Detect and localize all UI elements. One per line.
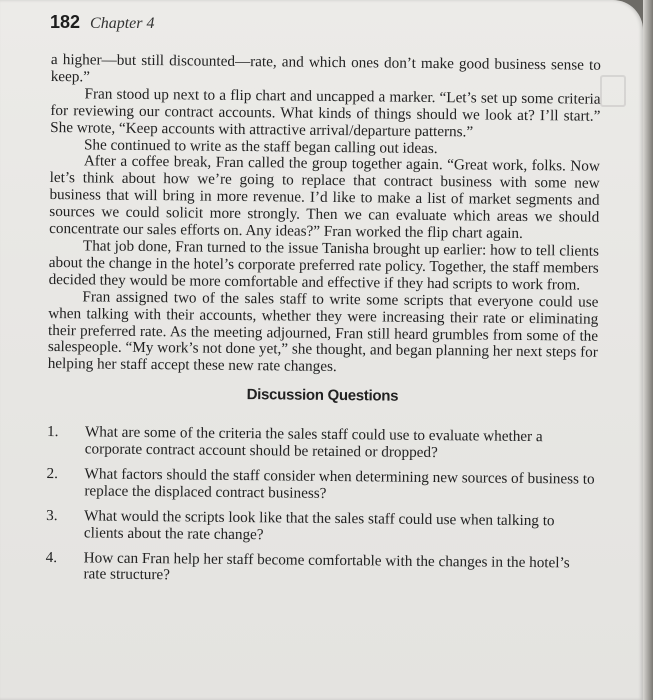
question-number: 1.	[46, 423, 59, 441]
paragraph: After a coffee break, Fran called the group together again. “Great work, folks. Now let’s think about how we’re going to replace that contract business with some new business that will bring in more revenue. I’d like to make a list of market segments and sources we could solicit more strongly. Then we can evaluate which areas we should concentrate our sales efforts on. Any ideas?” Fran worked the flip chart again.	[49, 152, 600, 243]
question-text: What factors should the staff consider when determining new sources of business to replace the displaced contract business?	[84, 465, 595, 502]
show-through-icon	[600, 75, 626, 107]
discussion-questions	[45, 424, 597, 589]
question-item	[46, 466, 596, 506]
chapter-label: Chapter 4	[90, 15, 155, 32]
section-heading: Discussion Questions	[246, 386, 399, 405]
question-number: 2.	[46, 464, 59, 483]
question-text: What would the scripts look like that the sales staff could use when talking to clients about the rate change?	[83, 507, 555, 543]
question-number: 3.	[46, 506, 58, 524]
paragraph: Fran assigned two of the sales staff to write some scripts that everyone could use when talking with their accounts, whether they were increasing their rate or eliminating their preferred rate. As the meeting adjourned, Fran still heard grumbles from some of the salespeople. “My work’s not done yet,” she thought, and began planning her next steps for helping her staff accept these new rate changes.	[47, 288, 599, 376]
page-edge	[643, 0, 653, 700]
paragraph: That job done, Fran turned to the issue Tanisha brought up earlier: how to tell clients about the change in the hotel’s corporate preferred rate policy. Together, the staff members decided they would be more comfortable and effective if they had scripts to work from.	[48, 237, 600, 294]
question-number: 4.	[45, 548, 58, 566]
question-item	[47, 424, 597, 464]
paragraph: She continued to write as the staff began calling out ideas.	[83, 135, 438, 157]
question-text: How can Fran help her staff become comfortable with the changes in the hotel’s rate structure?	[83, 548, 570, 584]
paragraph: a higher—but still discounted—rate, and which ones don’t make good business sense to keep.”	[50, 51, 601, 86]
question-item	[46, 508, 596, 548]
running-head	[50, 12, 155, 33]
paragraph: Fran stood up next to a flip chart and uncapped a marker. “Let’s set up some criteria for reviewing our contract accounts. What kinds of things should we look at? I’ll start.” She wrote, “Keep accounts with attractive arrival/departure patterns.”	[50, 85, 601, 141]
question-text: What are some of the criteria the sales staff could use to evaluate whether a corporate contract account should be retained or dropped?	[84, 423, 543, 462]
question-item	[45, 550, 595, 590]
page-number: 182	[50, 12, 81, 32]
page-body	[45, 52, 601, 597]
